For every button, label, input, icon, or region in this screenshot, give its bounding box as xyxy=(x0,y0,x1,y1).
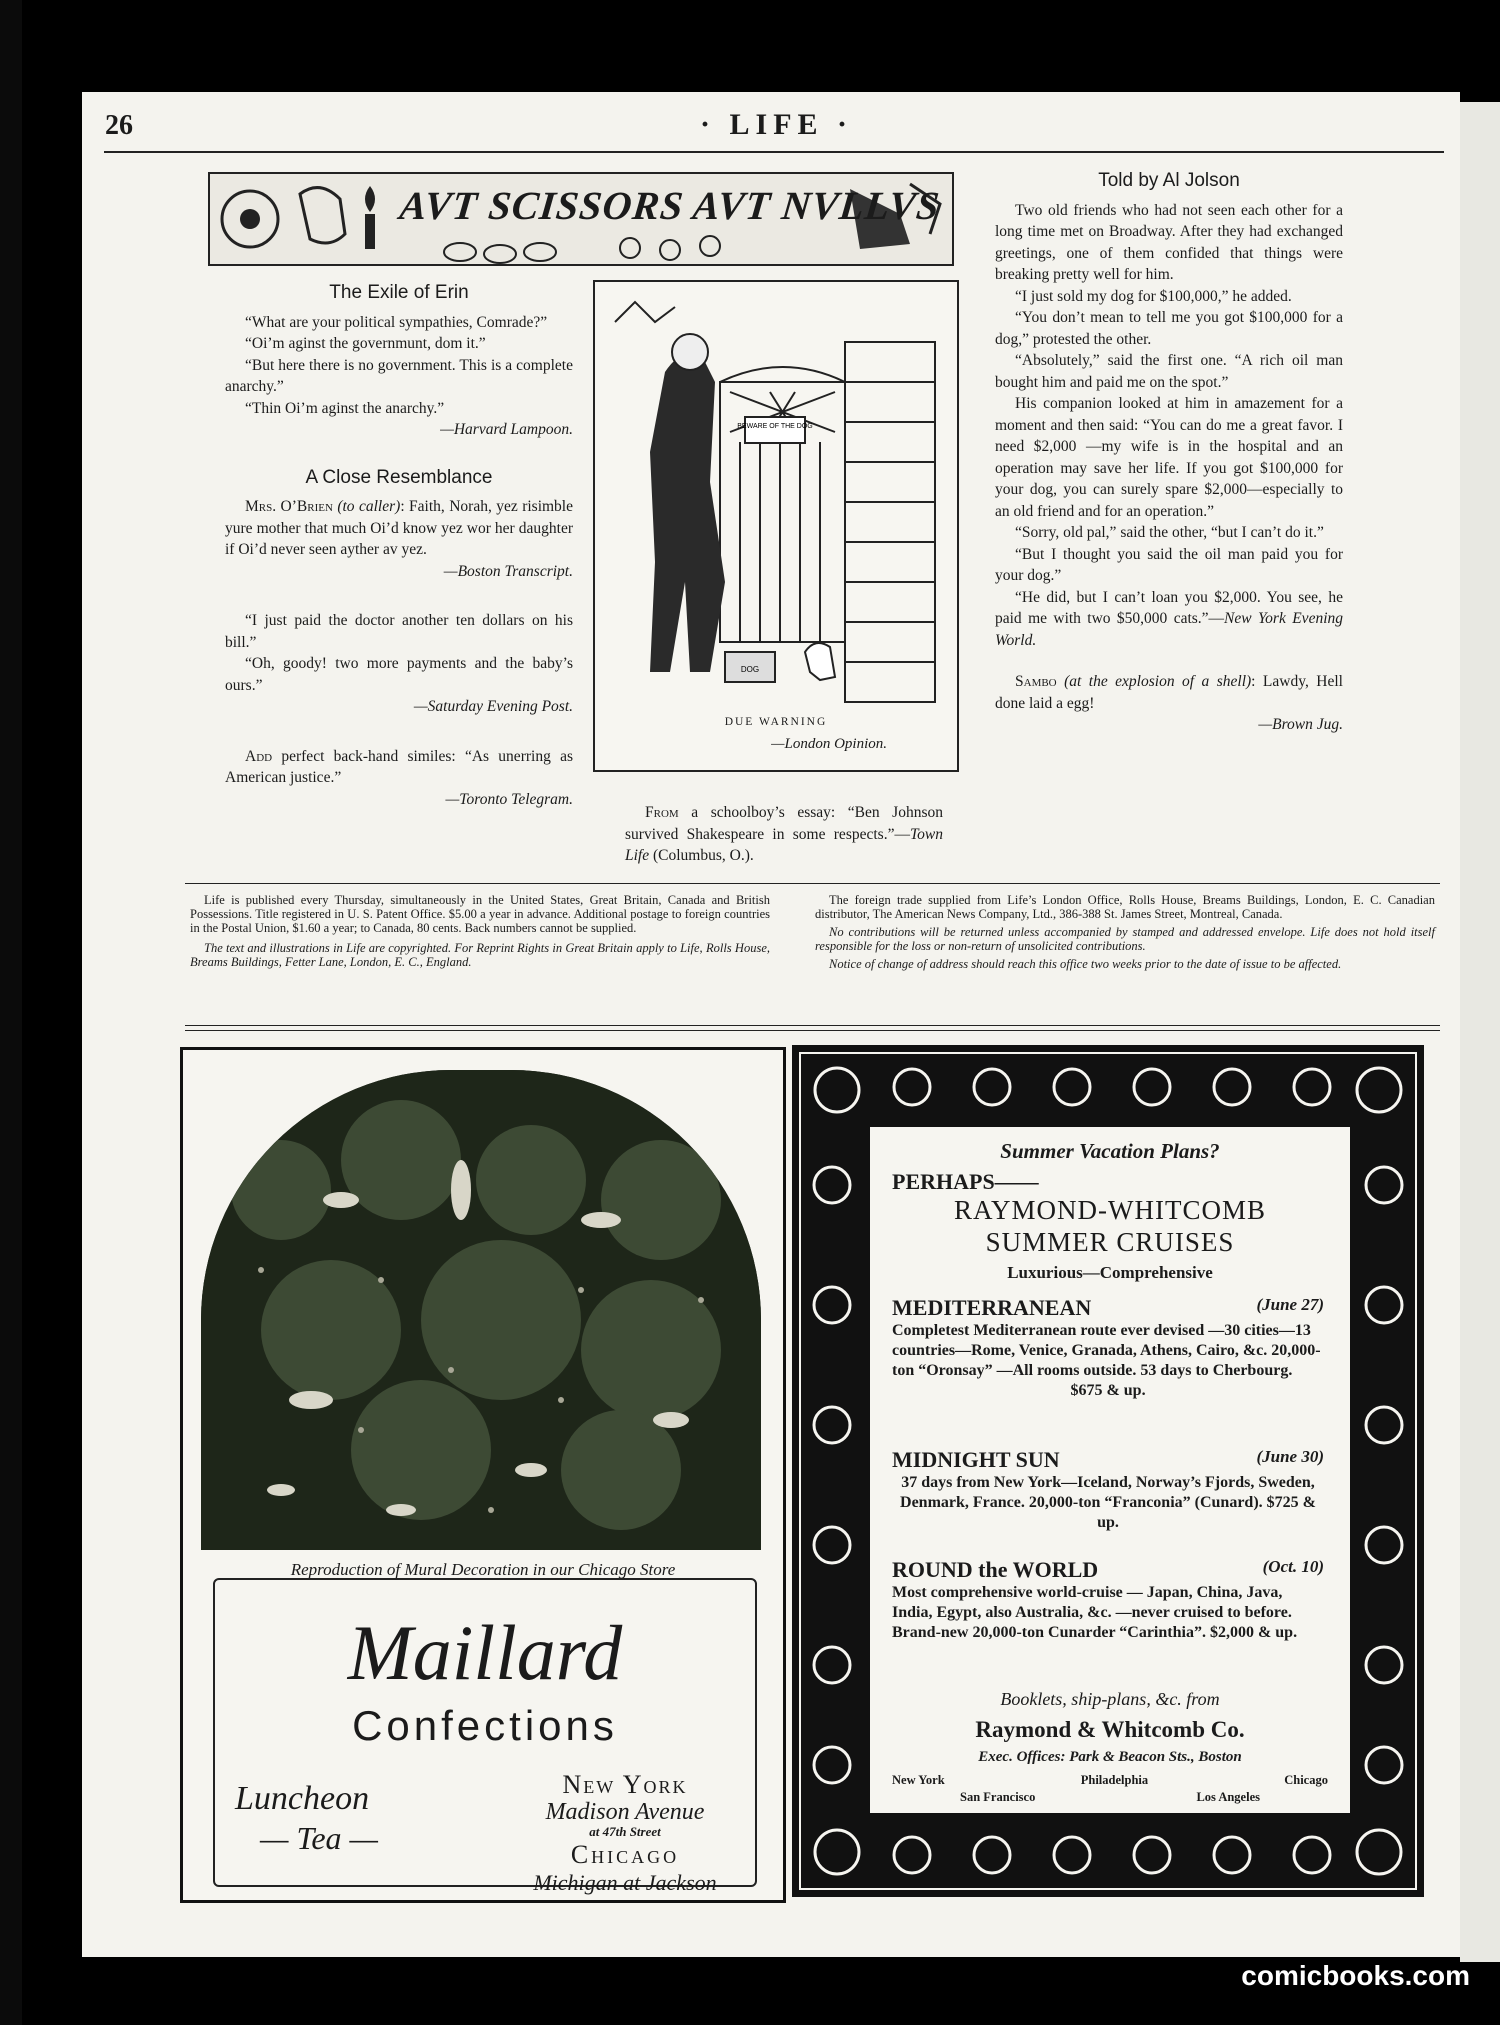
luncheon-label: Luncheon xyxy=(235,1780,370,1817)
jolson-para: “Absolutely,” said the first one. “A rich oil man bought him and paid me on the spot.” xyxy=(995,352,1343,391)
tea-label: — Tea — xyxy=(260,1820,378,1856)
page-number: 26 xyxy=(105,110,133,141)
jolson-source: New York Evening World. xyxy=(995,610,1344,649)
perhaps-label: PERHAPS—— xyxy=(892,1169,1039,1194)
jolson-para: “But I thought you said the oil man paid you for your dog.” xyxy=(995,545,1343,584)
essay-block xyxy=(625,802,943,867)
exile-line: “Oi’m aginst the governmunt, dom it.” xyxy=(245,335,486,352)
essay-lead: From xyxy=(645,804,679,821)
cruise-price: $675 & up. xyxy=(1070,1382,1146,1399)
essay-source: Town Life xyxy=(625,825,943,864)
exile-source: —Harvard Lampoon. xyxy=(440,421,573,438)
maillard-brand: Maillard xyxy=(347,1609,623,1696)
column-left xyxy=(225,282,573,810)
vacation-question: Summer Vacation Plans? xyxy=(1000,1139,1220,1163)
jolson-para: “I just sold my dog for $100,000,” he added. xyxy=(1015,287,1292,305)
similes-source: —Toronto Telegram. xyxy=(445,790,573,808)
resemblance-aside: (to caller) xyxy=(337,498,401,515)
company-full-name: Raymond & Whitcomb Co. xyxy=(975,1717,1245,1742)
city: Los Angeles xyxy=(1196,1790,1260,1804)
fineprint-left xyxy=(190,893,770,969)
cruise-panel xyxy=(870,1127,1350,1813)
ny-label: New York xyxy=(562,1770,688,1799)
sambo-aside: (at the explosion of a shell) xyxy=(1056,673,1252,690)
fineprint-rule-top xyxy=(185,883,1440,884)
exile-line: “What are your political sympathies, Comrade?” xyxy=(245,313,548,331)
city: Chicago xyxy=(1284,1773,1328,1787)
mural-image xyxy=(201,1070,761,1550)
cruise-name: MIDNIGHT SUN xyxy=(892,1447,1060,1472)
reproduction-caption: Reproduction of Mural Decoration in our Chicago Store xyxy=(223,1560,743,1580)
jolson-para: Two old friends who had not seen each other for a long time met on Broadway. After they had exchanged greetings, one of them confided that things were breaking pretty well for him. xyxy=(995,201,1343,283)
sambo-body: : Lawdy, Hell done laid a egg! xyxy=(995,673,1343,712)
resemblance-speaker: Mrs. O’Brien xyxy=(245,498,333,515)
cruise-date: (Oct. 10) xyxy=(1262,1557,1324,1576)
jolson-para: His companion looked at him in amazement for a moment and then said: “You can do me a great favor. I need $2,000 —my wife is in the hospital and an operation may save her life. If you got $100,000 for your dog, you can surely spare $2,000—especially to an old friend and for an operation.” xyxy=(995,395,1343,520)
raymond-whitcomb-ad xyxy=(792,1045,1424,1897)
fineprint-rule-bottom-2 xyxy=(185,1030,1440,1031)
fineprint-address: Notice of change of address should reach this office two weeks prior to the date of issue to be affected. xyxy=(829,957,1342,971)
maillard-confections: Confections xyxy=(352,1702,618,1749)
exile-line: “Thin Oi’m aginst the anarchy.” xyxy=(245,399,445,417)
similes-lead: Add xyxy=(245,747,273,765)
cruise-date: (June 27) xyxy=(1256,1295,1324,1314)
due-warning-cartoon xyxy=(593,280,959,772)
cruise-description: Most comprehensive world-cruise — Japan, China, Java, India, Egypt, also Australia, &c. —never cruised to before. Brand-new 20,000-ton Cunarder “Carinthia”. $2,000 & up. xyxy=(892,1584,1298,1641)
site-watermark: comicbooks.com xyxy=(1241,1960,1470,1991)
sambo-text xyxy=(995,671,1343,714)
cruise-midnight-sun xyxy=(892,1447,1324,1533)
doctor-line: “Oh, goody! two more payments and the baby’s ours.” xyxy=(225,655,573,694)
cruise-header xyxy=(892,1295,1324,1321)
cruise-name: MEDITERRANEAN xyxy=(892,1295,1092,1320)
fineprint-contributions: No contributions will be returned unless accompanied by stamped and addressed envelope. Life does not hold itself responsible for the loss or non-return of unsolicited contributions. xyxy=(815,925,1435,953)
street-label: at 47th Street xyxy=(589,1824,661,1839)
exec-offices: Exec. Offices: Park & Beacon Sts., Boston xyxy=(978,1749,1242,1765)
jolson-para: “You don’t mean to tell me you got $100,000 for a dog,” protested the other. xyxy=(995,309,1343,348)
cruise-header xyxy=(892,1557,1324,1583)
maillard-addresses xyxy=(505,1770,745,1896)
cruise-description: 37 days from New York—Iceland, Norway’s Fjords, Sweden, Denmark, France. 20,000-ton “Franconia” (Cunard). $725 & up. xyxy=(900,1474,1316,1531)
exile-line: “But here there is no government. This is a complete anarchy.” xyxy=(225,356,573,395)
city: Philadelphia xyxy=(1080,1773,1149,1787)
jolson-last-body: “He did, but I can’t loan you $2,000. You see, he paid me with two $50,000 cats.”— xyxy=(995,588,1343,627)
cruise-name: ROUND the WORLD xyxy=(892,1557,1099,1582)
jolson-last xyxy=(995,587,1343,652)
booklets-label: Booklets, ship-plans, &c. from xyxy=(1000,1689,1220,1709)
essay-text xyxy=(625,802,943,867)
column-right xyxy=(995,170,1343,736)
similes-text xyxy=(225,746,573,789)
mural-forest xyxy=(201,1070,761,1550)
madison-label: Madison Avenue xyxy=(545,1799,705,1825)
cruise-mediterranean xyxy=(892,1295,1324,1401)
cartoon-caption: DUE WARNING xyxy=(724,716,828,728)
resemblance-source: —Boston Transcript. xyxy=(443,562,573,580)
cruise-header xyxy=(892,1447,1324,1473)
fineprint-right xyxy=(815,893,1435,971)
michigan-label: Michigan at Jackson xyxy=(533,1870,717,1895)
company-name-line1: RAYMOND-WHITCOMB xyxy=(953,1195,1266,1225)
fineprint-publish: Life is published every Thursday, simultaneously in the United States, Great Britain, Canada and British Possessions. Title registered in U. S. Patent Office. $5.00 a year in advance. Additional postage to foreign countries in the Postal Union, $1.60 a year; to Canada, 80 cents. Back numbers cannot be supplied. xyxy=(190,893,770,935)
aut-scissors-banner xyxy=(208,172,954,266)
city: New York xyxy=(892,1773,945,1787)
chicago-label: Chicago xyxy=(570,1840,680,1869)
luxurious-label: Luxurious—Comprehensive xyxy=(1007,1263,1213,1282)
fineprint-rule-bottom xyxy=(185,1025,1440,1026)
cartoon-sign-text: BEWARE OF THE DOG xyxy=(737,423,813,430)
cities-row-2 xyxy=(960,1790,1260,1805)
city: San Francisco xyxy=(960,1790,1036,1804)
header-rule xyxy=(104,151,1444,153)
similes-body: perfect back-hand similes: “As unerring as American justice.” xyxy=(225,747,573,786)
sambo-lead: Sambo xyxy=(1015,673,1057,690)
resemblance-text xyxy=(225,496,573,561)
resemblance-title: A Close Resemblance xyxy=(305,466,493,488)
banner-motto: AVT SCISSORS AVT NVLLVS xyxy=(397,183,943,228)
scan-spine xyxy=(0,0,22,2025)
cruise-round-world xyxy=(892,1557,1324,1643)
maillard-ad xyxy=(180,1047,786,1903)
jolson-title: Told by Al Jolson xyxy=(1098,170,1240,191)
masthead-title: · LIFE · xyxy=(700,108,854,141)
cities-row-1 xyxy=(892,1773,1328,1788)
doctor-source: —Saturday Evening Post. xyxy=(413,698,573,715)
resemblance-body: : Faith, Norah, yez risimble yure mother that much Oi’d know yez wor her daughter if Oi’d never seen ayther av yez. xyxy=(225,498,573,558)
next-page-edge xyxy=(1460,102,1500,1962)
exile-title: The Exile of Erin xyxy=(329,282,469,303)
cruise-description: Completest Mediterranean route ever devised —30 cities—13 countries—Rome, Venice, Granada, Athens, Cairo, &c. 20,000-ton “Oronsay” —All rooms outside. 53 days to Cherbourg. xyxy=(892,1322,1321,1379)
doctor-line: “I just paid the doctor another ten dollars on his bill.” xyxy=(225,612,573,651)
maillard-frame xyxy=(213,1578,757,1895)
fineprint-copyright: The text and illustrations in Life are copyrighted. For Reprint Rights in Great Britain apply to Life, Rolls House, Breams Buildings, Fetter Lane, London, E. C., England. xyxy=(190,941,770,969)
cartoon-drawing xyxy=(595,282,953,712)
cruise-date: (June 30) xyxy=(1256,1447,1324,1466)
cartoon-source: —London Opinion. xyxy=(771,736,887,752)
fineprint-foreign: The foreign trade supplied from Life’s London Office, Rolls House, Breams Buildings, London, E. C. Canadian distributor, The American News Company, Ltd., 386-388 St. James Street, Montreal, Canada. xyxy=(815,893,1435,921)
essay-place: (Columbus, O.). xyxy=(649,847,754,864)
jolson-para: “Sorry, old pal,” said the other, “but I can’t do it.” xyxy=(1015,524,1324,541)
company-name-line2: SUMMER CRUISES xyxy=(985,1227,1235,1257)
sambo-source: —Brown Jug. xyxy=(1258,716,1343,733)
essay-body: a schoolboy’s essay: “Ben Johnson survived Shakespeare in some respects.”— xyxy=(625,804,943,843)
cartoon-crate-text: DOG xyxy=(740,665,760,674)
